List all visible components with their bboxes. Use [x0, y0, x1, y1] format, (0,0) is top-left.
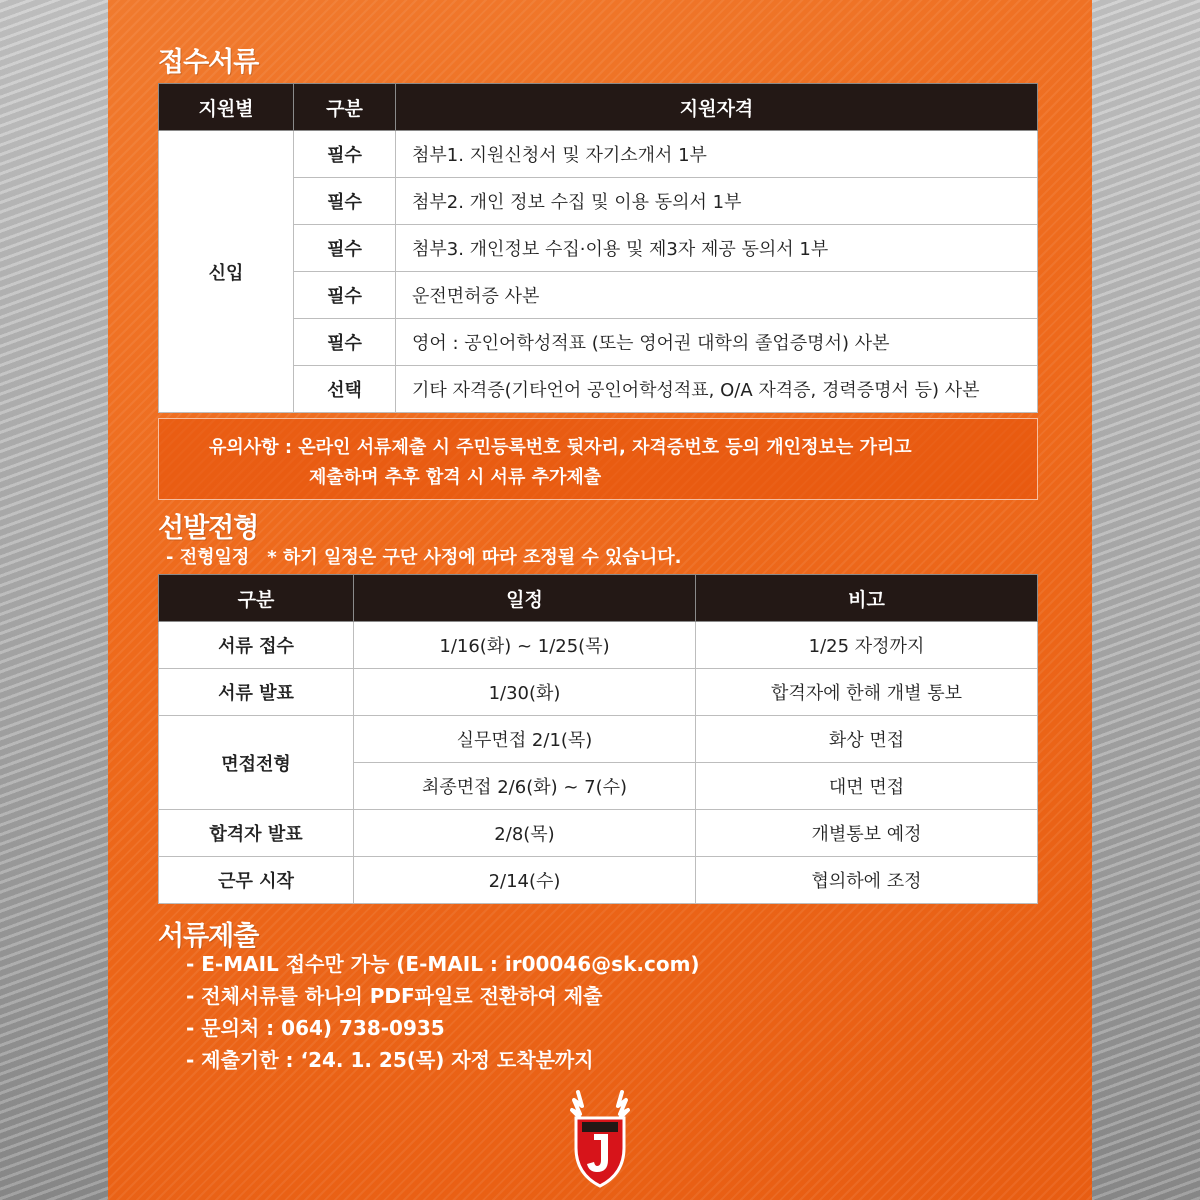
- date-cell: 2/14(수): [354, 857, 696, 904]
- schedule-header-row: [159, 575, 1038, 622]
- table-row: [159, 716, 1038, 763]
- note-cell: 대면 면접: [696, 763, 1038, 810]
- submission-list: [186, 948, 700, 1076]
- jeju-united-crest-icon: [564, 1088, 636, 1188]
- header-cell: 지원별: [159, 84, 294, 131]
- stage-cell: 면접전형: [159, 716, 354, 810]
- stage-cell: 근무 시작: [159, 857, 354, 904]
- table-row: [159, 669, 1038, 716]
- header-cell: 지원자격: [396, 84, 1038, 131]
- background-right-photo: [1092, 0, 1200, 1200]
- type-cell: 필수: [294, 178, 396, 225]
- schedule-table: [158, 574, 1038, 904]
- list-item: - 제출기한 : ‘24. 1. 25(목) 자정 도착분까지: [186, 1048, 594, 1072]
- type-cell: 필수: [294, 225, 396, 272]
- notice-line-1: 유의사항 : 온라인 서류제출 시 주민등록번호 뒷자리, 자격증번호 등의 개인정보는 가리고: [209, 437, 912, 458]
- desc-cell: 첨부3. 개인정보 수집·이용 및 제3자 제공 동의서 1부: [396, 225, 1038, 272]
- header-cell: 비고: [696, 575, 1038, 622]
- table-row: [159, 131, 1038, 178]
- submission-section-title: 서류제출: [158, 921, 259, 952]
- schedule-note: * 하기 일정은 구단 사정에 따라 조정될 수 있습니다.: [267, 547, 682, 568]
- table-row: [159, 857, 1038, 904]
- notice-box: [158, 418, 1038, 500]
- group-cell: 신입: [159, 131, 294, 413]
- desc-cell: 첨부2. 개인 정보 수집 및 이용 동의서 1부: [396, 178, 1038, 225]
- stage-cell: 합격자 발표: [159, 810, 354, 857]
- note-cell: 1/25 자정까지: [696, 622, 1038, 669]
- stage-cell: 서류 발표: [159, 669, 354, 716]
- type-cell: 선택: [294, 366, 396, 413]
- date-cell: 2/8(목): [354, 810, 696, 857]
- date-cell: 1/30(화): [354, 669, 696, 716]
- desc-cell: 기타 자격증(기타언어 공인어학성적표, O/A 자격증, 경력증명서 등) 사본: [396, 366, 1038, 413]
- list-item: - 전체서류를 하나의 PDF파일로 전환하여 제출: [186, 984, 603, 1008]
- date-cell: 1/16(화) ~ 1/25(목): [354, 622, 696, 669]
- list-item: - 문의처 : 064) 738-0935: [186, 1016, 445, 1040]
- desc-cell: 첨부1. 지원신청서 및 자기소개서 1부: [396, 131, 1038, 178]
- note-cell: 개별통보 예정: [696, 810, 1038, 857]
- schedule-label: - 전형일정: [166, 547, 250, 568]
- list-item: - E-MAIL 접수만 가능 (E-MAIL : ir00046@sk.com): [186, 952, 700, 976]
- schedule-subtitle: [166, 543, 699, 569]
- note-cell: 합격자에 한해 개별 통보: [696, 669, 1038, 716]
- notice-panel: [108, 0, 1092, 1200]
- selection-section-title: 선발전형: [158, 513, 259, 544]
- date-cell: 최종면접 2/6(화) ~ 7(수): [354, 763, 696, 810]
- documents-section-title: 접수서류: [158, 47, 259, 78]
- header-cell: 구분: [294, 84, 396, 131]
- background-left-photo: [0, 0, 108, 1200]
- date-cell: 실무면접 2/1(목): [354, 716, 696, 763]
- note-cell: 협의하에 조정: [696, 857, 1038, 904]
- header-cell: 일정: [354, 575, 696, 622]
- type-cell: 필수: [294, 319, 396, 366]
- documents-header-row: [159, 84, 1038, 131]
- table-row: [159, 622, 1038, 669]
- note-cell: 화상 면접: [696, 716, 1038, 763]
- documents-table: [158, 83, 1038, 413]
- desc-cell: 운전면허증 사본: [396, 272, 1038, 319]
- type-cell: 필수: [294, 272, 396, 319]
- desc-cell: 영어 : 공인어학성적표 (또는 영어권 대학의 졸업증명서) 사본: [396, 319, 1038, 366]
- table-row: [159, 810, 1038, 857]
- stage-cell: 서류 접수: [159, 622, 354, 669]
- notice-line-2: 제출하며 추후 합격 시 서류 추가제출: [309, 467, 602, 488]
- type-cell: 필수: [294, 131, 396, 178]
- header-cell: 구분: [159, 575, 354, 622]
